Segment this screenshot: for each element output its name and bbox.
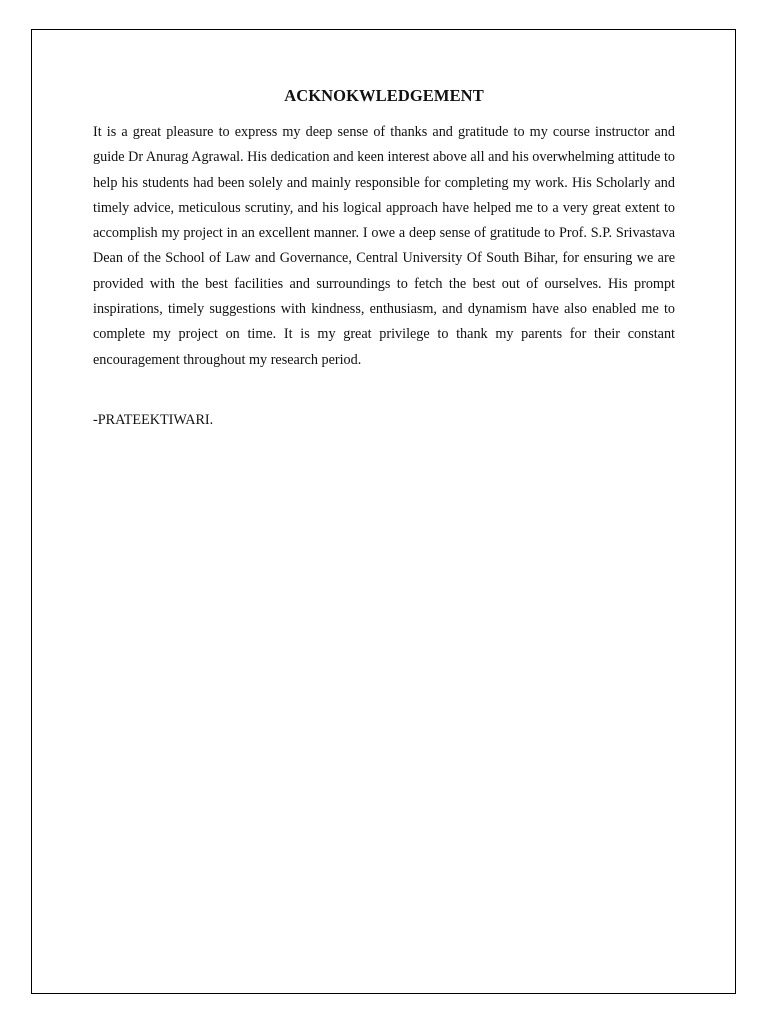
page-title: ACKNOKWLEDGEMENT (284, 86, 484, 105)
author-signature: -PRATEEKTIWARI. (93, 412, 214, 428)
acknowledgement-paragraph: It is a great pleasure to express my deep sense of thanks and gratitude to my course instructor and guide Dr Anurag Agrawal. His dedication and keen interest above all and his overwhelming attitude to help his students had been solely and mainly responsible for completing my work. His Scholarly and timely advice, meticulous scrutiny, and his logical approach have helped me to a very great extent to accomplish my project in an excellent manner. I owe a deep sense of gratitude to Prof. S.P. Srivastava Dean of the School of Law and Governance, Central University Of South Bihar, for ensuring we are provided with the best facilities and surroundings to fetch the best out of ourselves. His prompt inspirations, timely suggestions with kindness, enthusiasm, and dynamism have also enabled me to complete my project on time. It is my great privilege to thank my parents for their constant encouragement throughout my research period. (93, 124, 675, 368)
